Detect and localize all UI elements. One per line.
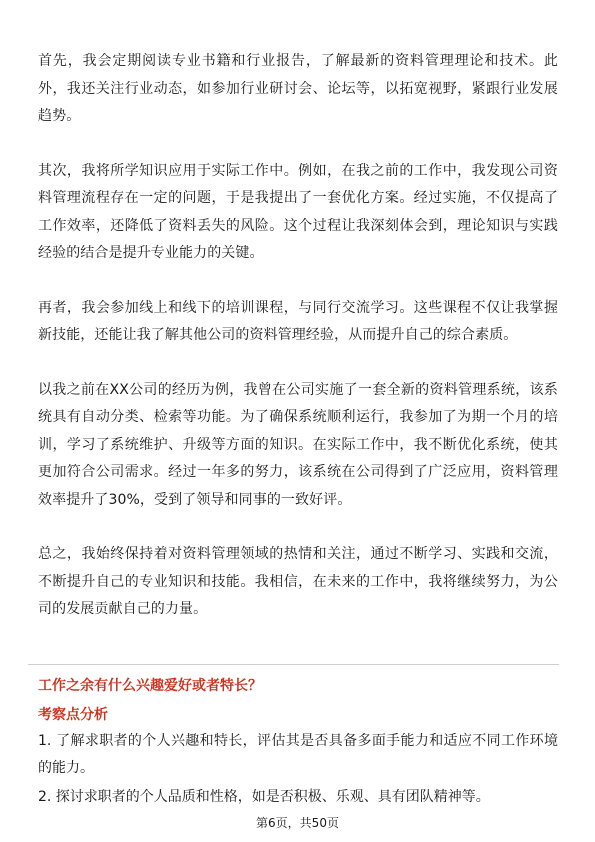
section-divider xyxy=(28,664,559,665)
paragraph-3: 再者，我会参加线上和线下的培训课程，与同行交流学习。这些课程不仅让我掌握新技能，还能让我了解其他公司的资料管理经验，从而提升自己的综合素质。 xyxy=(38,299,558,343)
paragraph-2: 其次，我将所学知识应用于实际工作中。例如，在我之前的工作中，我发现公司资料管理流程存在一定的问题，于是我提出了一套优化方案。经过实施，不仅提高了工作效率，还降低了资料丢失的风险。这个过程让我深刻体会到，理论知识与实践经验的结合是提升专业能力的关键。 xyxy=(38,162,558,261)
analysis-list xyxy=(38,728,558,813)
paragraph-1: 首先，我会定期阅读专业书籍和行业报告，了解最新的资料管理理论和技术。此外，我还关注行业动态，如参加行业研讨会、论坛等，以拓宽视野，紧跟行业发展趋势。 xyxy=(38,53,558,124)
analysis-heading: 考察点分析 xyxy=(38,707,108,723)
analysis-item-2: 2. 探讨求职者的个人品质和性格，如是否积极、乐观、具有团队精神等。 xyxy=(38,789,490,805)
question-heading: 工作之余有什么兴趣爱好或者特长？ xyxy=(38,678,262,694)
page-footer: 第6页，共50页 xyxy=(256,816,339,830)
paragraph-5: 总之，我始终保持着对资料管理领域的热情和关注，通过不断学习、实践和交流，不断提升自己的专业知识和技能。我相信，在未来的工作中，我将继续努力，为公司的发展贡献自己的力量。 xyxy=(38,546,558,617)
answer-body xyxy=(38,48,558,651)
analysis-item-1: 1. 了解求职者的个人兴趣和特长，评估其是否具备多面手能力和适应不同工作环境的能力。 xyxy=(38,733,558,776)
paragraph-4: 以我之前在XX公司的经历为例，我曾在公司实施了一套全新的资料管理系统，该系统具有自动分类、检索等功能。为了确保系统顺利运行，我参加了为期一个月的培训，学习了系统维护、升级等方面的知识。在实际工作中，我不断优化系统，使其更加符合公司需求。经过一年多的努力，该系统在公司得到了广泛应用，资料管理效率提升了30%，受到了领导和同事的一致好评。 xyxy=(38,381,558,508)
